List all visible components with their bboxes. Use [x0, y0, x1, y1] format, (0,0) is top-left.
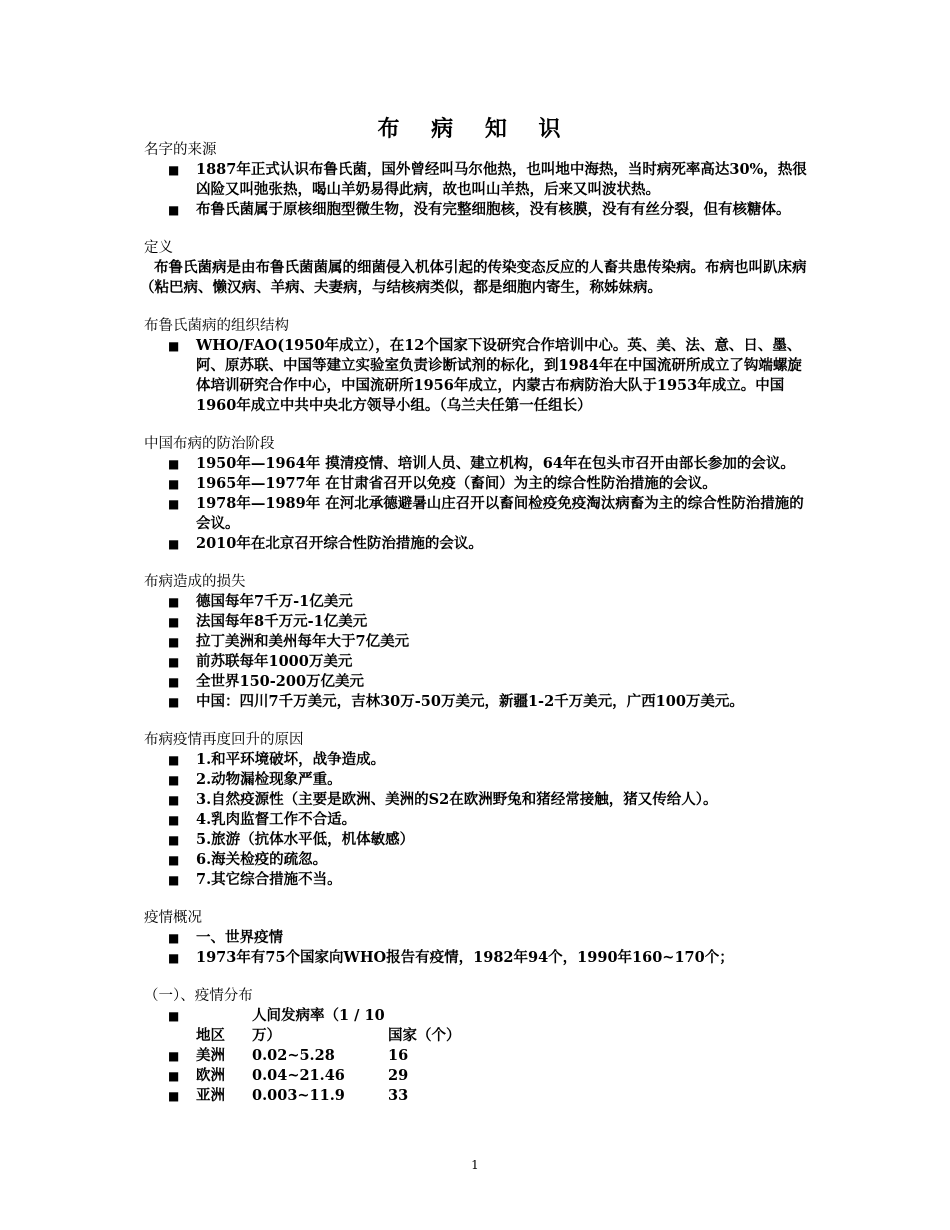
square-bullet-icon: ■: [168, 163, 180, 177]
square-bullet-icon: ■: [168, 595, 180, 609]
section-distribution: [140, 986, 812, 1106]
list-item: ■ 1973年有75个国家向WHO报告有疫情，1982年94个，1990年160~170个；: [168, 949, 734, 966]
table-cell: 欧洲: [196, 1067, 225, 1084]
list-item: ■ 2010年在北京召开综合性防治措施的会议。: [168, 535, 483, 552]
square-bullet-icon: ■: [168, 695, 180, 709]
list-item: ■ 1965年—1977年 在甘肃省召开以免疫（畜间）为主的综合性防治措施的会议。: [168, 475, 717, 492]
table-cell: 0.02~5.28: [252, 1047, 335, 1064]
section-heading: 定义: [144, 240, 173, 256]
square-bullet-icon: ■: [168, 1089, 180, 1103]
square-bullet-icon: ■: [168, 873, 180, 887]
square-bullet-icon: ■: [168, 793, 180, 807]
square-bullet-icon: ■: [168, 773, 180, 787]
table-cell: 美洲: [196, 1047, 225, 1064]
section-heading: 布病疫情再度回升的原因: [144, 732, 304, 748]
section-organization: [140, 316, 812, 416]
section-origin: [140, 140, 812, 220]
square-bullet-icon: ■: [168, 1009, 180, 1023]
list-item: ■ 3.自然疫源性（主要是欧洲、美洲的S2在欧洲野兔和猪经常接触，猪又传给人）。: [168, 791, 718, 808]
table-cell: 29: [388, 1067, 409, 1084]
section-losses: [140, 572, 812, 712]
section-overview: [140, 908, 812, 968]
list-item: ■ 1978年—1989年 在河北承德避暑山庄召开以畜间检疫免疫淘汰病畜为主的综合性防治措施的会议。: [168, 495, 804, 532]
list-item: ■ 1887年正式认识布鲁氏菌，国外曾经叫马尔他热，也叫地中海热，当时病死率高达30%，热很凶险又叫弛张热，喝山羊奶易得此病，故也叫山羊热，后来又叫波状热。: [168, 161, 807, 198]
list-item: ■ 法国每年8千万元-1亿美元: [168, 613, 368, 630]
square-bullet-icon: ■: [168, 655, 180, 669]
definition-paragraph: 布鲁氏菌病是由布鲁氏菌菌属的细菌侵入机体引起的传染变态反应的人畜共患传染病。布病也叫趴床病（粘巴病、懒汉病、羊病、夫妻病，与结核病类似，都是细胞内寄生，称姊妹病。: [140, 259, 807, 296]
section-definition: [140, 238, 812, 298]
section-stages: [140, 434, 812, 554]
section-heading: 中国布病的防治阶段: [144, 436, 275, 452]
square-bullet-icon: ■: [168, 931, 180, 945]
section-reasons: [140, 730, 812, 890]
square-bullet-icon: ■: [168, 615, 180, 629]
table-row: [140, 1066, 812, 1086]
square-bullet-icon: ■: [168, 753, 180, 767]
table-cell: 33: [388, 1087, 409, 1104]
section-heading: 布鲁氏菌病的组织结构: [144, 318, 289, 334]
list-item: ■ 全世界150-200万亿美元: [168, 673, 365, 690]
bullet-list: [140, 336, 812, 416]
square-bullet-icon: ■: [168, 635, 180, 649]
list-item: ■ 拉丁美洲和美州每年大于7亿美元: [168, 633, 410, 650]
table-header-cell: 地区: [196, 1027, 225, 1044]
table-header-cell: 人间发病率（1 / 10万）: [252, 1007, 385, 1044]
list-item: ■ 前苏联每年1000万美元: [168, 653, 353, 670]
bullet-list: [140, 592, 812, 712]
table-cell: 0.04~21.46: [252, 1067, 345, 1084]
list-item: ■ 7.其它综合措施不当。: [168, 871, 342, 888]
list-item: ■ 1950年—1964年 摸清疫情、培训人员、建立机构，64年在包头市召开由部长参加的会议。: [168, 455, 795, 472]
square-bullet-icon: ■: [168, 457, 180, 471]
list-item: ■ 中国：四川7千万美元，吉林30万-50万美元，新疆1-2千万美元，广西100万美元。: [168, 693, 744, 710]
bullet-list: [140, 454, 812, 554]
bullet-list: [140, 750, 812, 890]
table-row: [140, 1046, 812, 1066]
table-header-row: [140, 1006, 812, 1046]
bullet-list: [140, 928, 812, 968]
square-bullet-icon: ■: [168, 813, 180, 827]
distribution-table: [140, 1006, 812, 1106]
list-item: ■ 一、世界疫情: [168, 929, 283, 946]
square-bullet-icon: ■: [168, 1069, 180, 1083]
square-bullet-icon: ■: [168, 339, 180, 353]
section-heading: 疫情概况: [144, 910, 202, 926]
square-bullet-icon: ■: [168, 951, 180, 965]
list-item: ■ 1.和平环境破坏，战争造成。: [168, 751, 386, 768]
list-item: ■ 2.动物漏检现象严重。: [168, 771, 342, 788]
list-item: ■ 5.旅游（抗体水平低，机体敏感）: [168, 831, 415, 848]
table-cell: 16: [388, 1047, 409, 1064]
square-bullet-icon: ■: [168, 203, 180, 217]
square-bullet-icon: ■: [168, 537, 180, 551]
list-item: ■ 布鲁氏菌属于原核细胞型微生物，没有完整细胞核，没有核膜，没有有丝分裂，但有核糖体。: [168, 201, 791, 218]
table-row: [140, 1086, 812, 1106]
square-bullet-icon: ■: [168, 477, 180, 491]
square-bullet-icon: ■: [168, 497, 180, 511]
square-bullet-icon: ■: [168, 675, 180, 689]
list-item: ■ 4.乳肉监督工作不合适。: [168, 811, 357, 828]
list-item: ■ 德国每年7千万-1亿美元: [168, 593, 353, 610]
document-content: [140, 140, 812, 1124]
list-item: ■ 6.海关检疫的疏忽。: [168, 851, 328, 868]
document-title: 布 病 知 识: [377, 116, 573, 142]
square-bullet-icon: ■: [168, 833, 180, 847]
page-number: 1: [471, 1158, 479, 1172]
list-item: ■ WHO/FAO(1950年成立），在12个国家下设研究合作培训中心。英、美、法、意、日、墨、阿、原苏联、中国等建立实验室负责诊断试剂的标化，到1984年在中国流研所成立了钩端螺旋体培训研究合作中心，中国流研所1956年成立，内蒙古布病防治大队于1953年成立。中国1960年成立中共中央北方领导小组。（乌兰夫任第一任组长）: [168, 337, 802, 414]
section-heading: （一）、疫情分布: [144, 988, 253, 1004]
table-header-cell: 国家（个）: [388, 1027, 461, 1044]
square-bullet-icon: ■: [168, 853, 180, 867]
bullet-list: [140, 160, 812, 220]
square-bullet-icon: ■: [168, 1049, 180, 1063]
table-cell: 0.003~11.9: [252, 1087, 345, 1104]
table-cell: 亚洲: [196, 1087, 225, 1104]
section-heading: 布病造成的损失: [144, 574, 246, 590]
section-heading: 名字的来源: [144, 142, 217, 158]
